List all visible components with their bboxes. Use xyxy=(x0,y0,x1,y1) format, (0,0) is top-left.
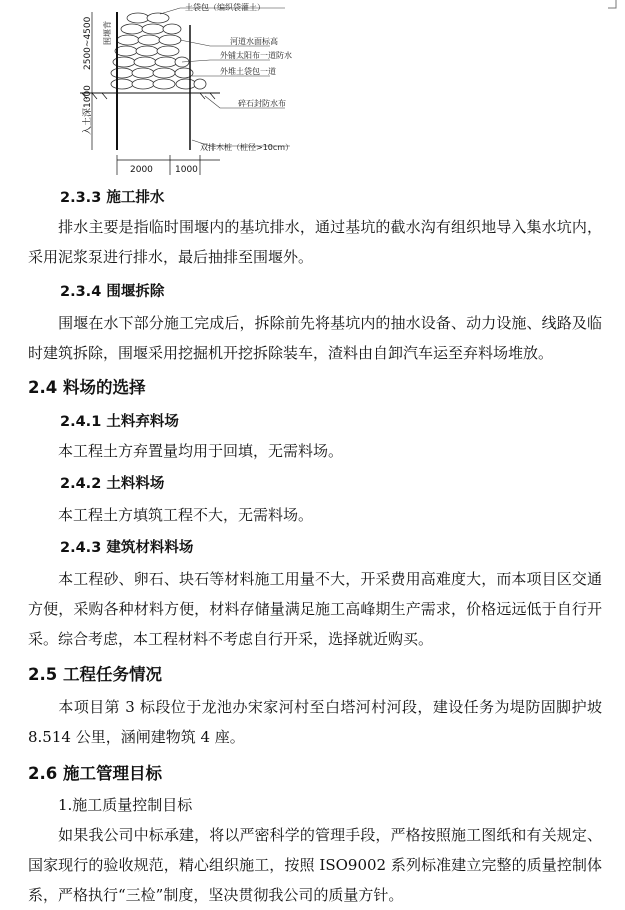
paragraph-quality-control: 如果我公司中标承建，将以严密科学的管理手段，严格按照施工图纸和有关规定、国家现行的验收规范，精心组织施工，按照 ISO9002 系列标准建立完整的质量控制体系，严格执行“三检”制度，坚决贯彻我公司的质量方针。 xyxy=(28,826,602,904)
heading-2-6: 2.6 施工管理目标 xyxy=(28,764,162,783)
dim-side: 围堰背 xyxy=(103,21,112,45)
dim-width-2000: 2000 xyxy=(130,165,153,175)
paragraph-project-tasks: 本项目第 3 标段位于龙池办宋家河村至白塔河村河段，建设任务为堤防固脚护坡 8.514 公里，涵闸建物筑 4 座。 xyxy=(28,698,602,746)
label-piles: 双排木桩（桩径>10cm） xyxy=(200,143,294,152)
label-sandbag: 土袋包（编织袋灌土） xyxy=(185,3,265,12)
heading-2-4-2: 2.4.2 土料料场 xyxy=(60,476,165,492)
paragraph-soil-borrow: 本工程土方填筑工程不大，无需料场。 xyxy=(58,506,314,524)
label-gravel: 碎石封防水布 xyxy=(238,99,286,108)
subheading-quality-target: 1.施工质量控制目标 xyxy=(58,796,193,814)
heading-2-4-1: 2.4.1 土料弃料场 xyxy=(60,414,179,430)
paragraph-building-materials: 本工程砂、卵石、块石等材料施工用量不大，开采费用高难度大，而本项目区交通方便，采购各种材料方便，材料存储量满足施工高峰期生产需求，价格远远低于自行开采。综合考虑，本工程材料不考虑自行开采，选择就近购买。 xyxy=(28,570,602,648)
heading-2-4: 2.4 料场的选择 xyxy=(28,378,146,397)
dim-width-1000: 1000 xyxy=(175,165,198,175)
dim-height: 2500~4500 xyxy=(83,16,93,70)
paragraph-cofferdam-removal: 围堰在水下部分施工完成后，拆除前先将基坑内的抽水设备、动力设施、线路及临时建筑拆除，围堰采用挖掘机开挖拆除装车，渣料由自卸汽车运至弃料场堆放。 xyxy=(28,314,602,362)
label-membrane: 外铺太阳布一道防水 xyxy=(220,51,292,60)
cofferdam-diagram xyxy=(60,0,420,180)
heading-2-3-4: 2.3.4 围堰拆除 xyxy=(60,284,165,300)
label-water-level: 河道水面标高 xyxy=(230,37,278,46)
label-outer-bags: 外堆土袋包一道 xyxy=(220,67,276,76)
paragraph-drainage: 排水主要是指临时围堰内的基坑排水，通过基坑的截水沟有组织地导入集水坑内，采用泥浆泵进行排水，最后抽排至围堰外。 xyxy=(28,218,602,266)
dim-depth: 入土深1000 xyxy=(83,85,93,135)
corner-crop-mark xyxy=(608,0,620,10)
paragraph-spoil-site: 本工程土方弃置量均用于回填，无需料场。 xyxy=(58,442,344,460)
sandbag-stack xyxy=(111,13,206,89)
heading-2-3-3: 2.3.3 施工排水 xyxy=(60,190,165,206)
heading-2-5: 2.5 工程任务情况 xyxy=(28,665,162,684)
heading-2-4-3: 2.4.3 建筑材料料场 xyxy=(60,540,194,556)
